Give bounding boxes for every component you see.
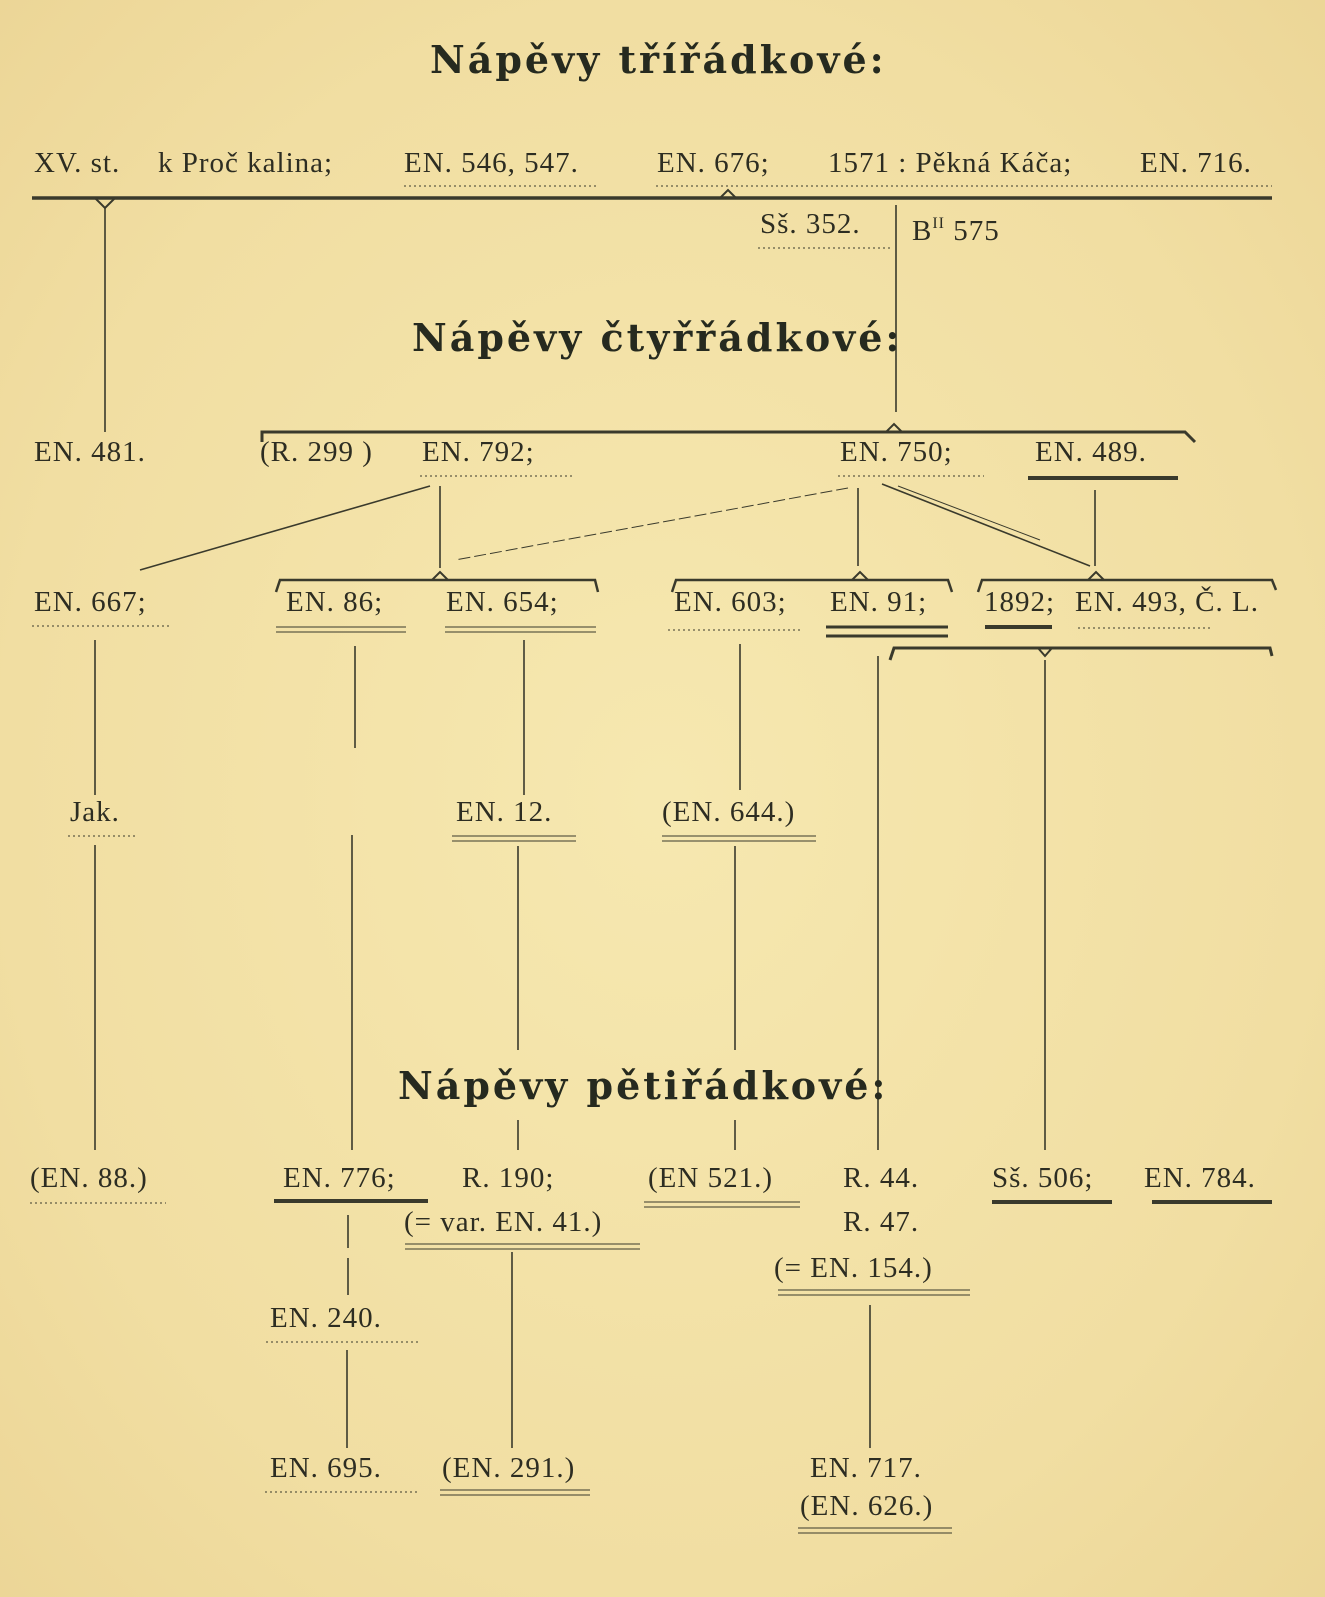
node-en240: EN. 240. — [270, 1302, 382, 1334]
node-en716: EN. 716. — [1140, 147, 1252, 179]
heading-four-line: Nápěvy čtyřřádkové: — [412, 315, 903, 360]
node-en667: EN. 667; — [34, 586, 147, 618]
node-en776: EN. 776; — [283, 1162, 396, 1194]
node-en521: (EN 521.) — [648, 1162, 773, 1194]
node-r47: R. 47. — [843, 1206, 920, 1238]
node-en626: (EN. 626.) — [800, 1490, 934, 1522]
b2-575-num: 575 — [945, 215, 1000, 247]
node-r299: (R. 299 ) — [260, 436, 373, 468]
node-r44: R. 44. — [843, 1162, 920, 1194]
node-en717: EN. 717. — [810, 1452, 922, 1484]
node-en603: EN. 603; — [674, 586, 787, 618]
node-en546-547: EN. 546, 547. — [404, 147, 579, 179]
node-en792: EN. 792; — [422, 436, 535, 468]
node-en784: EN. 784. — [1144, 1162, 1256, 1194]
node-en750: EN. 750; — [840, 436, 953, 468]
node-xv-st: XV. st. — [34, 147, 121, 179]
node-jak: Jak. — [70, 796, 120, 828]
node-en695: EN. 695. — [270, 1452, 382, 1484]
node-en654: EN. 654; — [446, 586, 559, 618]
node-en644: (EN. 644.) — [662, 796, 796, 828]
node-r190: R. 190; — [462, 1162, 555, 1194]
node-ss352: Sš. 352. — [760, 208, 861, 240]
node-var-en41: (= var. EN. 41.) — [404, 1206, 603, 1238]
b2-575-sup: II — [932, 215, 945, 232]
node-1892: 1892; — [984, 586, 1056, 618]
node-en291: (EN. 291.) — [442, 1452, 576, 1484]
heading-three-line: Nápěvy třířádkové: — [430, 37, 887, 82]
node-k-proc-kalina: k Proč kalina; — [158, 147, 334, 179]
node-en489: EN. 489. — [1035, 436, 1147, 468]
node-ss506: Sš. 506; — [992, 1162, 1094, 1194]
line-en750-1892a — [882, 484, 1090, 566]
heading-five-line: Nápěvy pětiřádkové: — [398, 1063, 889, 1108]
node-en86: EN. 86; — [286, 586, 384, 618]
node-en154: (= EN. 154.) — [774, 1252, 933, 1284]
node-pekna-kaca: 1571 : Pěkná Káča; — [828, 147, 1073, 179]
bracket-under-en91 — [890, 648, 1272, 660]
line-en750-1892b — [898, 486, 1040, 540]
line-en792-en667 — [140, 486, 430, 570]
line-en750-en86 — [455, 488, 848, 560]
node-en481: EN. 481. — [34, 436, 146, 468]
node-b2-575 — [912, 208, 1000, 247]
b2-575-base: B — [912, 215, 933, 247]
node-en91: EN. 91; — [830, 586, 928, 618]
node-en12: EN. 12. — [456, 796, 553, 828]
node-en676: EN. 676; — [657, 147, 770, 179]
node-en493: EN. 493, Č. L. — [1075, 586, 1259, 618]
node-en88: (EN. 88.) — [30, 1162, 148, 1194]
